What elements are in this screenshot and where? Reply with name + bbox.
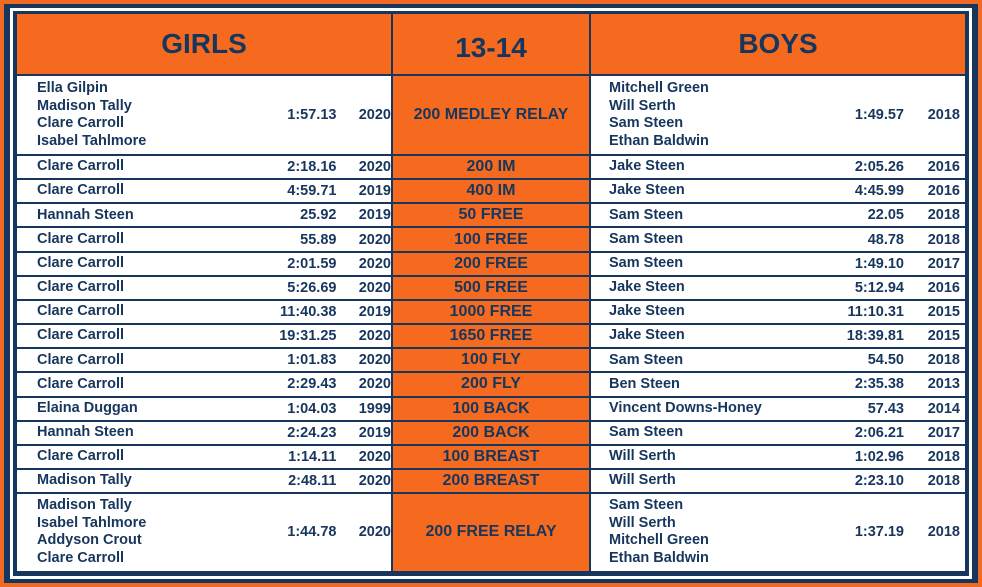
boys-record-time: 22.05 — [867, 207, 904, 224]
girls-record-year: 2020 — [358, 107, 391, 123]
boys-record-time: 1:49.57 — [854, 107, 904, 123]
girls-records — [17, 76, 391, 571]
swimmer-name: Mitchell Green — [609, 80, 709, 96]
event-label: 200 MEDLEY RELAY — [413, 106, 569, 123]
boys-record-time: 57.43 — [867, 400, 904, 417]
girls-record-row — [17, 76, 391, 154]
boys-record-row — [591, 492, 965, 570]
boys-record-year: 2017 — [927, 424, 960, 441]
swimmer-name: Will Serth — [609, 472, 676, 489]
boys-record-year: 2015 — [927, 303, 960, 320]
swimmer-name: Will Serth — [609, 448, 676, 465]
event-label: 200 FLY — [393, 371, 589, 395]
girls-record-time: 5:26.69 — [287, 279, 337, 296]
boys-record-year: 2017 — [927, 255, 960, 272]
swimmer-name: Isabel Tahlmore — [37, 514, 147, 531]
boys-swimmer-names — [591, 424, 834, 442]
swimmer-name: Ben Steen — [609, 375, 680, 392]
age-group-header — [393, 14, 589, 74]
boys-swimmer-names — [591, 207, 834, 225]
swimmer-name: Will Serth — [609, 97, 676, 114]
girls-swimmer-names — [17, 80, 245, 150]
boys-swimmer-names — [591, 158, 834, 176]
swimmer-name: Sam Steen — [609, 230, 684, 247]
boys-swimmer-names — [591, 400, 834, 418]
boys-record-time: 2:06.21 — [854, 424, 904, 441]
swimmer-name: Madison Tally — [37, 97, 132, 114]
event-label: 100 FREE — [393, 226, 589, 250]
swimmer-name: Mitchell Green — [609, 532, 709, 549]
girls-record-year: 2020 — [358, 524, 391, 541]
swimmer-name: Clare Carroll — [37, 279, 125, 296]
boys-records — [591, 76, 965, 571]
girls-record-year: 2020 — [358, 448, 391, 465]
swimmer-name: Hannah Steen — [37, 206, 134, 223]
boys-swimmer-names — [591, 303, 834, 321]
girls-record-time: 1:14.11 — [288, 448, 337, 465]
swimmer-name: Clare Carroll — [37, 327, 125, 344]
girls-record-row — [17, 251, 391, 275]
girls-record-time: 25.92 — [300, 207, 337, 224]
girls-record-year: 2019 — [358, 303, 391, 320]
boys-record-row — [591, 420, 965, 444]
boys-record-row — [591, 154, 965, 178]
swimmer-name: Clare Carroll — [37, 182, 125, 199]
girls-record-row — [17, 396, 391, 420]
boys-swimmer-names — [591, 255, 834, 273]
swimmer-name: Sam Steen — [609, 351, 684, 368]
boys-title: BOYS — [738, 28, 818, 59]
swimmer-name: Clare Carroll — [37, 115, 125, 131]
boys-record-row — [591, 226, 965, 250]
boys-record-time: 11:10.31 — [847, 303, 904, 320]
boys-record-year: 2016 — [927, 183, 960, 200]
girls-swimmer-names — [17, 279, 245, 297]
girls-record-row — [17, 371, 391, 395]
boys-record-time: 1:02.96 — [854, 448, 904, 465]
girls-record-time: 1:01.83 — [287, 352, 337, 369]
swimmer-name: Jake Steen — [609, 279, 685, 296]
event-label: 100 BREAST — [393, 444, 589, 468]
girls-record-time: 1:04.03 — [287, 400, 337, 417]
boys-record-time: 2:35.38 — [854, 376, 904, 393]
boys-record-year: 2018 — [927, 231, 960, 248]
girls-record-row — [17, 420, 391, 444]
boys-swimmer-names — [591, 497, 834, 567]
girls-record-row — [17, 323, 391, 347]
girls-swimmer-names — [17, 327, 245, 345]
age-group-title: 13-14 — [455, 32, 527, 63]
swimmer-name: Sam Steen — [609, 423, 684, 440]
boys-record-time: 48.78 — [867, 231, 904, 248]
boys-record-time: 5:12.94 — [854, 279, 904, 296]
boys-record-year: 2018 — [927, 107, 960, 123]
event-label: 100 BACK — [393, 396, 589, 420]
boys-record-time: 2:05.26 — [854, 159, 904, 176]
event-label: 200 BACK — [393, 420, 589, 444]
girls-record-time: 1:57.13 — [287, 107, 337, 123]
boys-record-row — [591, 76, 965, 154]
boys-header — [591, 14, 965, 74]
swimmer-name: Jake Steen — [609, 327, 685, 344]
girls-record-year: 2020 — [358, 231, 391, 248]
boys-record-time: 18:39.81 — [846, 328, 904, 345]
boys-swimmer-names — [591, 376, 834, 394]
girls-record-row — [17, 468, 391, 492]
girls-record-year: 2020 — [358, 255, 391, 272]
boys-record-year: 2016 — [927, 159, 960, 176]
swimmer-name: Ethan Baldwin — [609, 549, 709, 566]
boys-swimmer-names — [591, 352, 834, 370]
event-label: 200 BREAST — [393, 468, 589, 492]
swimmer-name: Sam Steen — [609, 497, 684, 514]
swimmer-name: Jake Steen — [609, 158, 685, 175]
swimmer-name: Ella Gilpin — [37, 80, 108, 96]
swimmer-name: Will Serth — [609, 514, 676, 531]
girls-swimmer-names — [17, 376, 245, 394]
event-column — [393, 76, 589, 571]
event-label: 400 IM — [393, 178, 589, 202]
girls-title: GIRLS — [161, 28, 247, 59]
girls-record-time: 11:40.38 — [280, 303, 337, 320]
girls-swimmer-names — [17, 255, 245, 273]
boys-swimmer-names — [591, 279, 834, 297]
event-label: 500 FREE — [393, 275, 589, 299]
boys-record-row — [591, 299, 965, 323]
event-label: 1650 FREE — [393, 323, 589, 347]
girls-swimmer-names — [17, 303, 245, 321]
swimmer-name: Ethan Baldwin — [609, 132, 709, 149]
swimmer-name: Jake Steen — [609, 303, 685, 320]
boys-swimmer-names — [591, 182, 834, 200]
event-label: 200 IM — [393, 154, 589, 178]
boys-record-year: 2014 — [927, 400, 960, 417]
boys-record-row — [591, 371, 965, 395]
swimmer-name: Clare Carroll — [37, 230, 125, 247]
swimmer-name: Clare Carroll — [37, 254, 125, 271]
girls-swimmer-names — [17, 448, 245, 466]
swimmer-name: Clare Carroll — [37, 448, 125, 465]
boys-record-row — [591, 178, 965, 202]
boys-record-year: 2018 — [927, 473, 960, 489]
boys-swimmer-names — [591, 80, 834, 150]
girls-swimmer-names — [17, 497, 245, 567]
girls-record-year: 2020 — [358, 352, 391, 369]
boys-record-year: 2018 — [927, 207, 960, 224]
girls-record-year: 2020 — [358, 376, 391, 393]
girls-record-row — [17, 178, 391, 202]
girls-swimmer-names — [17, 182, 245, 200]
boys-record-year: 2018 — [927, 524, 960, 541]
swimmer-name: Madison Tally — [37, 497, 132, 514]
girls-record-year: 2020 — [358, 279, 391, 296]
boys-record-time: 4:45.99 — [854, 183, 904, 200]
girls-record-year: 2020 — [358, 473, 391, 489]
girls-swimmer-names — [17, 207, 245, 225]
girls-swimmer-names — [17, 400, 245, 418]
swimmer-name: Jake Steen — [609, 182, 685, 199]
boys-record-time: 2:23.10 — [854, 473, 904, 489]
records-board — [17, 14, 965, 572]
event-label: 200 FREE — [393, 251, 589, 275]
swimmer-name: Clare Carroll — [37, 549, 125, 566]
girls-swimmer-names — [17, 352, 245, 370]
swimmer-name: Hannah Steen — [37, 423, 134, 440]
girls-record-row — [17, 154, 391, 178]
boys-record-row — [591, 468, 965, 492]
boys-record-row — [591, 275, 965, 299]
girls-record-row — [17, 202, 391, 226]
boys-swimmer-names — [591, 231, 834, 249]
boys-record-year: 2018 — [927, 352, 960, 369]
boys-record-time: 1:49.10 — [854, 255, 904, 272]
event-label: 50 FREE — [393, 202, 589, 226]
event-label: 200 FREE RELAY — [393, 492, 589, 570]
girls-swimmer-names — [17, 472, 245, 490]
girls-record-row — [17, 444, 391, 468]
swimmer-name: Clare Carroll — [37, 351, 125, 368]
swimmer-name: Clare Carroll — [37, 158, 125, 175]
girls-header — [17, 14, 391, 74]
boys-record-time: 54.50 — [867, 352, 904, 369]
swimmer-name: Sam Steen — [609, 206, 684, 223]
boys-record-row — [591, 251, 965, 275]
swimmer-name: Madison Tally — [37, 472, 132, 489]
girls-record-time: 2:01.59 — [287, 255, 337, 272]
swimmer-name: Vincent Downs-Honey — [609, 399, 762, 416]
event-label: 100 FLY — [393, 347, 589, 371]
girls-record-time: 1:44.78 — [287, 524, 337, 541]
girls-swimmer-names — [17, 424, 245, 442]
swimmer-name: Sam Steen — [609, 254, 684, 271]
girls-record-row — [17, 492, 391, 570]
girls-record-row — [17, 299, 391, 323]
girls-record-year: 2019 — [358, 183, 391, 200]
boys-record-year: 2013 — [927, 376, 960, 393]
girls-record-time: 19:31.25 — [279, 328, 337, 345]
boys-record-row — [591, 323, 965, 347]
girls-swimmer-names — [17, 231, 245, 249]
girls-record-time: 2:48.11 — [288, 473, 337, 489]
swimmer-name: Clare Carroll — [37, 375, 125, 392]
event-label: 1000 FREE — [393, 299, 589, 323]
girls-record-year: 2019 — [358, 207, 391, 224]
girls-record-year: 1999 — [358, 400, 391, 417]
girls-record-time: 2:24.23 — [287, 424, 337, 441]
swimmer-name: Addyson Crout — [37, 532, 142, 549]
girls-record-year: 2019 — [358, 424, 391, 441]
girls-record-time: 2:18.16 — [287, 159, 337, 176]
girls-record-row — [17, 347, 391, 371]
girls-record-year: 2020 — [358, 159, 391, 176]
boys-record-row — [591, 347, 965, 371]
boys-record-time: 1:37.19 — [854, 524, 904, 541]
swimmer-name: Clare Carroll — [37, 303, 125, 320]
boys-record-year: 2015 — [927, 328, 960, 345]
girls-record-year: 2020 — [358, 328, 391, 345]
girls-record-row — [17, 226, 391, 250]
boys-record-row — [591, 444, 965, 468]
swimmer-name: Elaina Duggan — [37, 399, 138, 416]
boys-record-row — [591, 396, 965, 420]
swimmer-name: Sam Steen — [609, 115, 684, 131]
boys-record-row — [591, 202, 965, 226]
swimmer-name: Isabel Tahlmore — [37, 132, 147, 149]
girls-record-time: 4:59.71 — [287, 183, 337, 200]
boys-record-year: 2018 — [927, 448, 960, 465]
girls-record-row — [17, 275, 391, 299]
girls-swimmer-names — [17, 158, 245, 176]
boys-record-year: 2016 — [927, 279, 960, 296]
girls-record-time: 55.89 — [300, 231, 337, 248]
girls-record-time: 2:29.43 — [287, 376, 337, 393]
boys-swimmer-names — [591, 472, 834, 490]
boys-swimmer-names — [591, 448, 834, 466]
boys-swimmer-names — [591, 327, 834, 345]
